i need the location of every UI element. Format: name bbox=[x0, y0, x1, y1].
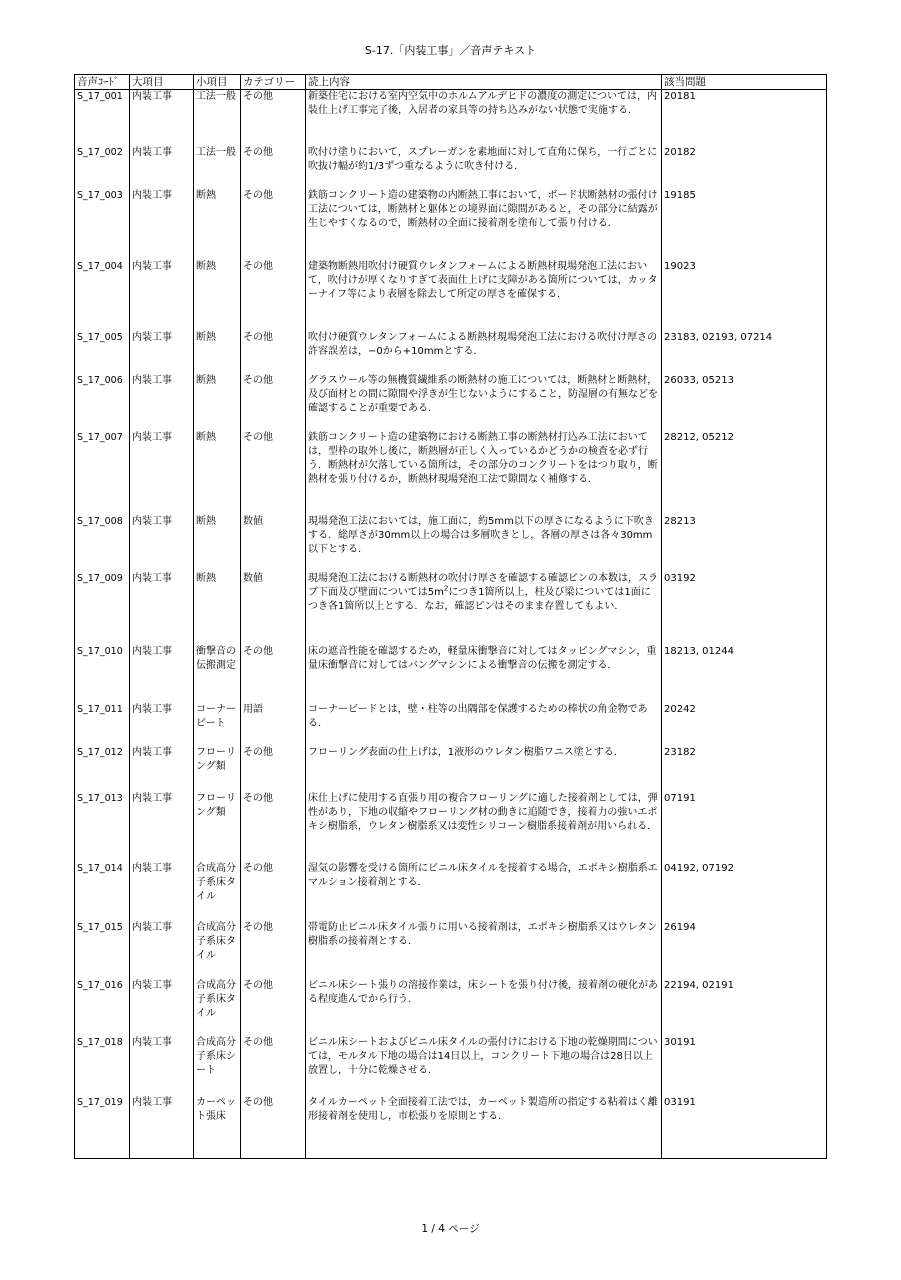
related-questions: 03192 bbox=[662, 572, 827, 645]
major-item: 内装工事 bbox=[130, 921, 194, 979]
related-questions: 20242 bbox=[662, 703, 827, 746]
voice-code: S_17_006 bbox=[75, 374, 130, 431]
table-row bbox=[75, 979, 827, 1036]
category: その他 bbox=[241, 331, 306, 374]
related-questions: 19023 bbox=[662, 260, 827, 331]
voice-code: S_17_002 bbox=[75, 146, 130, 189]
voice-code: S_17_018 bbox=[75, 1036, 130, 1096]
minor-item: 断熱 bbox=[194, 331, 241, 374]
related-questions: 23182 bbox=[662, 746, 827, 792]
major-item: 内装工事 bbox=[130, 431, 194, 515]
voice-text-table bbox=[74, 74, 827, 1159]
major-item: 内装工事 bbox=[130, 645, 194, 703]
reading-content: 帯電防止ビニル床タイル張りに用いる接着剤は，エポキシ樹脂系又はウレタン樹脂系の接着剤とする． bbox=[306, 921, 662, 979]
major-item: 内装工事 bbox=[130, 746, 194, 792]
related-questions: 03191 bbox=[662, 1096, 827, 1159]
reading-content: 床の遮音性能を確認するため，軽量床衝撃音に対してはタッピングマシン，重量床衝撃音に対してはバングマシンによる衝撃音の伝搬を測定する． bbox=[306, 645, 662, 703]
major-item: 内装工事 bbox=[130, 703, 194, 746]
category: その他 bbox=[241, 862, 306, 921]
voice-code: S_17_008 bbox=[75, 515, 130, 572]
minor-item: 合成高分子系床タイル bbox=[194, 862, 241, 921]
table-row bbox=[75, 862, 827, 921]
header-category: カテゴリー bbox=[241, 75, 306, 90]
major-item: 内装工事 bbox=[130, 515, 194, 572]
reading-content: タイルカーペット全面接着工法では，カーペット製造所の指定する粘着はく離形接着剤を使用し，市松張りを原則とする． bbox=[306, 1096, 662, 1159]
reading-content: 吹付け硬質ウレタンフォームによる断熱材現場発泡工法における吹付け厚さの許容誤差は，−0から+10mmとする． bbox=[306, 331, 662, 374]
related-questions: 28213 bbox=[662, 515, 827, 572]
header-major-item: 大項目 bbox=[130, 75, 194, 90]
category: その他 bbox=[241, 1036, 306, 1096]
minor-item: 断熱 bbox=[194, 374, 241, 431]
reading-content-part: 現場発泡工法における断熱材の吹付け厚さを確認する確認ピンの本数は，スラブ下面及び壁面については5m bbox=[308, 572, 658, 598]
table-row bbox=[75, 921, 827, 979]
minor-item: 合成高分子系床タイル bbox=[194, 979, 241, 1036]
category: その他 bbox=[241, 979, 306, 1036]
minor-item: 断熱 bbox=[194, 431, 241, 515]
table-row bbox=[75, 260, 827, 331]
voice-code: S_17_007 bbox=[75, 431, 130, 515]
reading-content: 現場発泡工法においては，施工面に，約5mm以下の厚さになるように下吹きする．総厚さが30mm以上の場合は多層吹きとし，各層の厚さは各々30mm以下とする． bbox=[306, 515, 662, 572]
minor-item: 断熱 bbox=[194, 189, 241, 260]
related-questions: 28212, 05212 bbox=[662, 431, 827, 515]
major-item: 内装工事 bbox=[130, 1036, 194, 1096]
table-row bbox=[75, 746, 827, 792]
voice-code: S_17_014 bbox=[75, 862, 130, 921]
voice-code: S_17_003 bbox=[75, 189, 130, 260]
category: その他 bbox=[241, 921, 306, 979]
reading-content: 建築物断熱用吹付け硬質ウレタンフォームによる断熱材現場発泡工法において，吹付けが厚くなりすぎて表面仕上げに支障がある箇所については，カッターナイフ等により表層を除去して所定の厚さを確保する． bbox=[306, 260, 662, 331]
minor-item: 断熱 bbox=[194, 572, 241, 645]
reading-content-part: につき1箇所以上，柱及び梁については1面につき各1箇所以上とする．なお，確認ピンはそのまま存置してもよい． bbox=[308, 586, 651, 612]
reading-content bbox=[306, 572, 662, 645]
voice-code: S_17_015 bbox=[75, 921, 130, 979]
table-row bbox=[75, 189, 827, 260]
reading-content: 鉄筋コンクリート造の建築物の内断熱工事において，ボード状断熱材の張付け工法については，断熱材と躯体との境界面に隙間があると，その部分に結露が生じやすくなるので，断熱材の全面に接着剤を塗布して張り付ける． bbox=[306, 189, 662, 260]
related-questions: 26033, 05213 bbox=[662, 374, 827, 431]
table-row bbox=[75, 645, 827, 703]
minor-item: フローリング類 bbox=[194, 746, 241, 792]
voice-code: S_17_016 bbox=[75, 979, 130, 1036]
table-row bbox=[75, 792, 827, 862]
major-item: 内装工事 bbox=[130, 90, 194, 146]
major-item: 内装工事 bbox=[130, 572, 194, 645]
category: 数値 bbox=[241, 515, 306, 572]
minor-item: 工法一般 bbox=[194, 146, 241, 189]
category: その他 bbox=[241, 431, 306, 515]
category: 数値 bbox=[241, 572, 306, 645]
header-minor-item: 小項目 bbox=[194, 75, 241, 90]
category: その他 bbox=[241, 189, 306, 260]
table-row bbox=[75, 703, 827, 746]
table-row bbox=[75, 146, 827, 189]
table-row bbox=[75, 1096, 827, 1159]
major-item: 内装工事 bbox=[130, 374, 194, 431]
voice-code: S_17_012 bbox=[75, 746, 130, 792]
table-row bbox=[75, 374, 827, 431]
minor-item: 断熱 bbox=[194, 515, 241, 572]
major-item: 内装工事 bbox=[130, 146, 194, 189]
related-questions: 30191 bbox=[662, 1036, 827, 1096]
voice-code: S_17_011 bbox=[75, 703, 130, 746]
reading-content: グラスウール等の無機質繊維系の断熱材の施工については，断熱材と断熱材，及び面材との間に隙間や浮きが生じないようにすること，防湿層の有無などを確認することが重要である． bbox=[306, 374, 662, 431]
reading-content: 湿気の影響を受ける箇所にビニル床タイルを接着する場合，エポキシ樹脂系エマルション接着剤とする． bbox=[306, 862, 662, 921]
voice-code: S_17_019 bbox=[75, 1096, 130, 1159]
reading-content: フローリング表面の仕上げは，1液形のウレタン樹脂ワニス塗とする． bbox=[306, 746, 662, 792]
table-row bbox=[75, 90, 827, 146]
major-item: 内装工事 bbox=[130, 331, 194, 374]
reading-content: 床仕上げに使用する直張り用の複合フローリングに適した接着剤としては，弾性があり，下地の収縮やフローリング材の動きに追随でき，接着力の強いエポキシ樹脂系，ウレタン樹脂系又は変性シリコーン樹脂系接着剤が用いられる． bbox=[306, 792, 662, 862]
header-reading-content: 読上内容 bbox=[306, 75, 662, 90]
major-item: 内装工事 bbox=[130, 979, 194, 1036]
major-item: 内装工事 bbox=[130, 862, 194, 921]
minor-item: 合成高分子系床シート bbox=[194, 1036, 241, 1096]
reading-content: ビニル床シート張りの溶接作業は，床シートを張り付け後，接着剤の硬化がある程度進んでから行う． bbox=[306, 979, 662, 1036]
reading-content: 新築住宅における室内空気中のホルムアルデヒドの濃度の測定については，内装仕上げ工事完了後，入居者の家具等の持ち込みがない状態で実施する． bbox=[306, 90, 662, 146]
voice-code: S_17_005 bbox=[75, 331, 130, 374]
category: その他 bbox=[241, 792, 306, 862]
related-questions: 07191 bbox=[662, 792, 827, 862]
major-item: 内装工事 bbox=[130, 189, 194, 260]
related-questions: 22194, 02191 bbox=[662, 979, 827, 1036]
category: その他 bbox=[241, 260, 306, 331]
squared-superscript: 2 bbox=[443, 584, 449, 593]
reading-content: 鉄筋コンクリート造の建築物における断熱工事の断熱材打込み工法においては，型枠の取外し後に，断熱層が正しく入っているかどうかの検査を必ず行う．断熱材が欠落している箇所は，その部分のコンクリートをはつり取り，断熱材を張り付けるか，断熱材現場発泡工法で隙間なく補修する． bbox=[306, 431, 662, 515]
header-voice-code: 音声ｺｰﾄﾞ bbox=[75, 75, 130, 90]
minor-item: カーペット張床 bbox=[194, 1096, 241, 1159]
category: その他 bbox=[241, 746, 306, 792]
page-title: S-17.「内装工事」／音声テキスト bbox=[364, 44, 537, 57]
related-questions: 04192, 07192 bbox=[662, 862, 827, 921]
header-related-questions: 該当問題 bbox=[662, 75, 827, 90]
table-row bbox=[75, 1036, 827, 1096]
table-row bbox=[75, 431, 827, 515]
voice-code: S_17_010 bbox=[75, 645, 130, 703]
related-questions: 20181 bbox=[662, 90, 827, 146]
minor-item: フローリング類 bbox=[194, 792, 241, 862]
major-item: 内装工事 bbox=[130, 260, 194, 331]
minor-item: 衝撃音の伝搬測定 bbox=[194, 645, 241, 703]
category: その他 bbox=[241, 645, 306, 703]
voice-code: S_17_013 bbox=[75, 792, 130, 862]
minor-item: コーナービート bbox=[194, 703, 241, 746]
table-header-row bbox=[75, 75, 827, 90]
reading-content: コーナービードとは，壁・柱等の出隅部を保護するための棒状の角金物である． bbox=[306, 703, 662, 746]
related-questions: 23183, 02193, 07214 bbox=[662, 331, 827, 374]
table-row bbox=[75, 515, 827, 572]
related-questions: 19185 bbox=[662, 189, 827, 260]
category: その他 bbox=[241, 1096, 306, 1159]
major-item: 内装工事 bbox=[130, 1096, 194, 1159]
voice-code: S_17_001 bbox=[75, 90, 130, 146]
category: 用語 bbox=[241, 703, 306, 746]
table-row bbox=[75, 572, 827, 645]
reading-content: ビニル床シートおよびビニル床タイルの張付けにおける下地の乾燥期間については，モルタル下地の場合は14日以上，コンクリート下地の場合は28日以上放置し，十分に乾燥させる． bbox=[306, 1036, 662, 1096]
related-questions: 26194 bbox=[662, 921, 827, 979]
major-item: 内装工事 bbox=[130, 792, 194, 862]
minor-item: 合成高分子系床タイル bbox=[194, 921, 241, 979]
minor-item: 工法一般 bbox=[194, 90, 241, 146]
voice-code: S_17_004 bbox=[75, 260, 130, 331]
voice-code: S_17_009 bbox=[75, 572, 130, 645]
category: その他 bbox=[241, 374, 306, 431]
reading-content: 吹付け塗りにおいて，スプレーガンを素地面に対して直角に保ち，一行ごとに吹抜け幅が約1/3ずつ重なるように吹き付ける． bbox=[306, 146, 662, 189]
minor-item: 断熱 bbox=[194, 260, 241, 331]
category: その他 bbox=[241, 90, 306, 146]
table-row bbox=[75, 331, 827, 374]
related-questions: 20182 bbox=[662, 146, 827, 189]
page-number: 1 / 4 ページ bbox=[421, 1223, 480, 1235]
category: その他 bbox=[241, 146, 306, 189]
related-questions: 18213, 01244 bbox=[662, 645, 827, 703]
